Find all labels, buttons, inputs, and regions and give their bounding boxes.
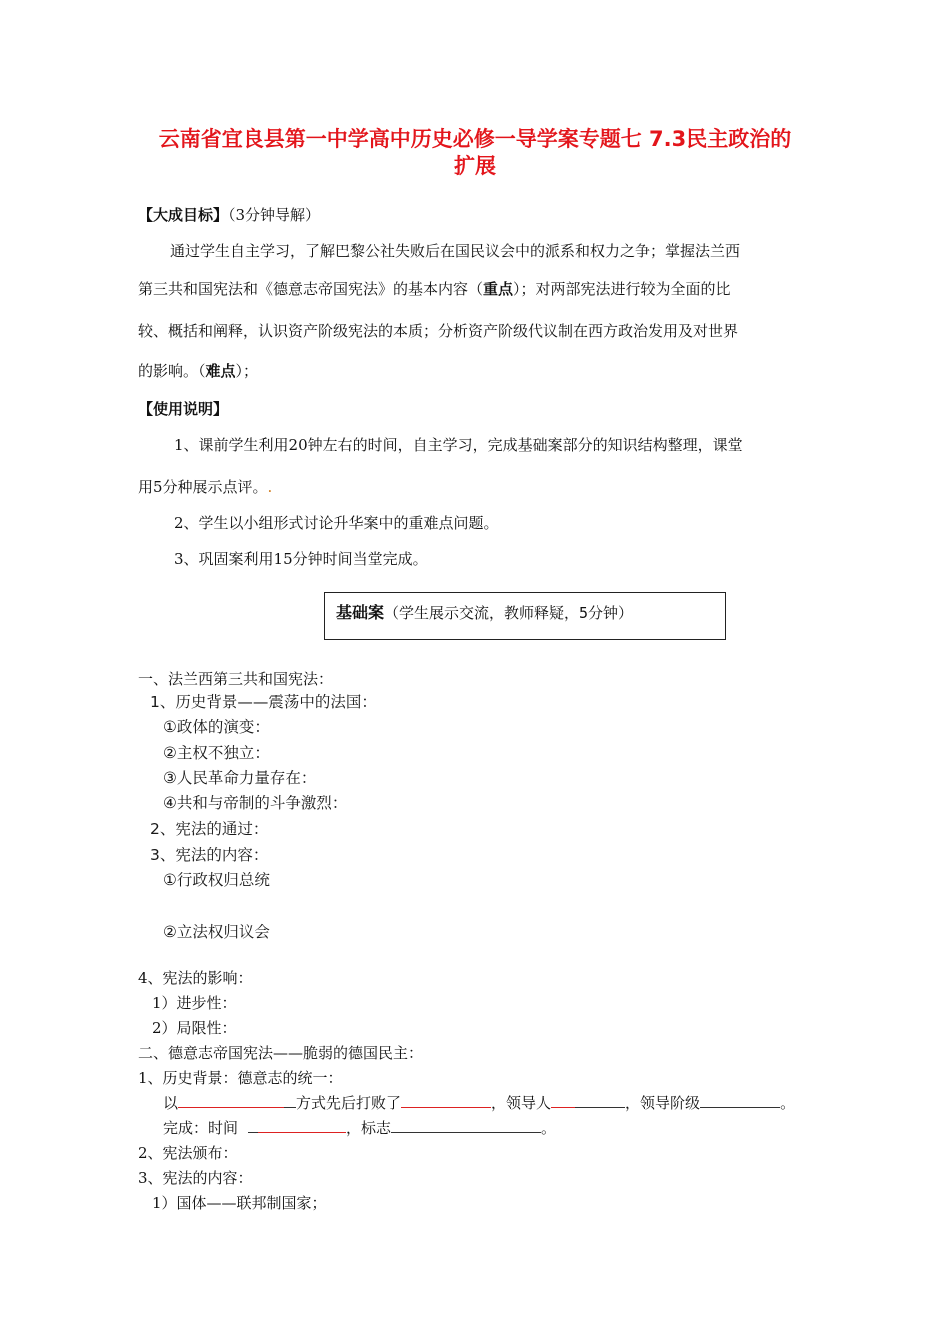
part1-content-item-1: ①行政权归总统 <box>163 871 270 889</box>
part1-background: 1、历史背景——震荡中的法国： <box>150 693 377 711</box>
blank-time[interactable] <box>248 1118 346 1133</box>
goal-line-4: 的影响。（难点）； <box>138 362 259 380</box>
document-title-line1: 云南省宜良县第一中学高中历史必修一导学案专题七 7.3民主政治的 <box>158 127 792 151</box>
part1-bg-item-4: ④共和与帝制的斗争激烈： <box>163 794 348 812</box>
part1-content: 3、宪法的内容： <box>150 846 269 864</box>
goal-heading: 【大成目标】 <box>138 206 229 224</box>
usage-item-2: 2、学生以小组形式讨论升华案中的重难点问题。 <box>174 514 499 532</box>
key-point-label: 重点 <box>483 280 514 298</box>
blank-defeated[interactable] <box>401 1093 491 1108</box>
part2-issue: 2、宪法颁布： <box>138 1144 238 1162</box>
part1-content-item-2: ②立法权归议会 <box>163 923 270 941</box>
usage-item-1-line-2: 用5分种展示点评。. <box>138 478 273 496</box>
document-title-line2: 扩展 <box>454 154 496 178</box>
goal-line-2: 第三共和国宪法和《德意志帝国宪法》的基本内容（重点）；对两部宪法进行较为全面的比 <box>138 280 731 298</box>
usage-item-1-line-1: 1、课前学生利用20钟左右的时间，自主学习，完成基础案部分的知识结构整理，课堂 <box>174 436 743 454</box>
part1-bg-item-2: ②主权不独立： <box>163 744 270 762</box>
part2-heading: 二、德意志帝国宪法——脆弱的德国民主： <box>138 1044 424 1062</box>
part1-passage: 2、宪法的通过： <box>150 820 269 838</box>
usage-heading: 【使用说明】 <box>138 400 229 418</box>
part1-bg-item-1: ①政体的演变： <box>163 718 270 736</box>
blank-leader[interactable] <box>551 1093 625 1108</box>
part1-heading: 一、法兰西第三共和国宪法： <box>138 670 334 688</box>
usage-item-3: 3、巩固案利用15分钟时间当堂完成。 <box>174 550 428 568</box>
basis-note: （学生展示交流，教师释疑，5分钟） <box>384 604 634 622</box>
part1-influence-item-1: 1）进步性： <box>152 994 237 1012</box>
part2-blank-line-1: 以 方式先后打败了 ，领导人 ，领导阶级 。 <box>163 1094 796 1112</box>
goal-section <box>138 204 320 225</box>
part2-content-item-1: 1）国体——联邦制国家； <box>152 1194 327 1212</box>
part2-blank-line-2: 完成：时间 ，标志 。 <box>163 1119 557 1137</box>
part1-influence: 4、宪法的影响： <box>138 969 253 987</box>
goal-time: （3分钟导解） <box>228 206 321 224</box>
blank-leading-class[interactable] <box>700 1093 780 1108</box>
blank-sign[interactable] <box>391 1118 541 1133</box>
basis-box-text <box>336 600 633 623</box>
orange-mark: . <box>267 478 273 496</box>
goal-line-1: 通过学生自主学习，了解巴黎公社失败后在国民议会中的派系和权力之争；掌握法兰西 <box>170 242 741 260</box>
part2-content: 3、宪法的内容： <box>138 1169 253 1187</box>
basis-label: 基础案 <box>336 603 385 622</box>
goal-line-3: 较、概括和阐释，认识资产阶级宪法的本质；分析资产阶级代议制在西方政治发用及对世界 <box>138 322 739 340</box>
part1-bg-item-3: ③人民革命力量存在： <box>163 769 317 787</box>
difficult-point-label: 难点 <box>205 362 236 380</box>
part1-influence-item-2: 2）局限性： <box>152 1019 237 1037</box>
blank-method[interactable] <box>178 1093 296 1108</box>
part2-background: 1、历史背景：德意志的统一： <box>138 1069 343 1087</box>
